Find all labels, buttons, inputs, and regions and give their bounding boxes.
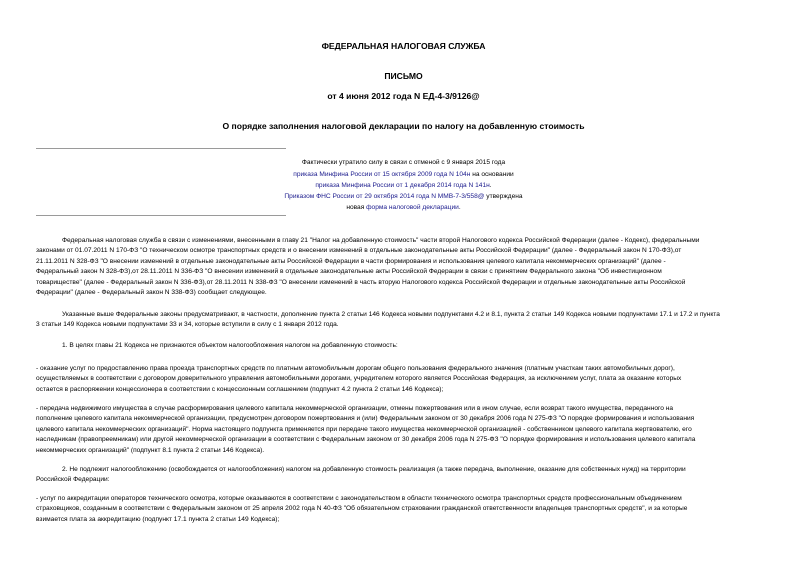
text-line: наследникам (правопреемникам) или другой некоммерческой организации в соответствии с Федеральным законом от 30 декабря 2006 года N 275-ФЗ "О порядке формирования и использования целевого капитала — [36, 436, 696, 444]
paragraph-item-1 — [36, 341, 773, 351]
text-line: - передача недвижимого имущества в случае расформирования целевого капитала некоммерческой организации, отмены пожертвования или в ином случае, если возврат такого имущества, переданного на — [36, 405, 674, 412]
declaration-form-link[interactable]: форма налоговой декларации — [366, 204, 459, 211]
text-line: Федерации" (далее - Федеральный закон N 338-ФЗ) сообщает следующее. — [36, 289, 267, 297]
divider-bottom — [36, 215, 286, 216]
status-note-line: Приказом ФНС России от 29 октября 2014 года N ММВ-7-3/558@ утверждена — [284, 193, 523, 200]
status-note-line: приказа Минфина России от 1 декабря 2014 года N 141н. — [315, 182, 492, 189]
status-note-line: Фактически утратило силу в связи с отменой с 9 января 2015 года — [301, 159, 506, 166]
text-line: 2. Не подлежит налогообложению (освобождается от налогообложения) налогом на добавленную стоимость реализация (а также передача, выполнение, оказание для собственных нужд) на территории — [62, 466, 686, 473]
paragraph-intro — [36, 236, 773, 298]
paragraph-toll-roads — [36, 364, 773, 395]
text-line: 1. В целях главы 21 Кодекса не признаются объектом налогообложения налогом на добавленную стоимость: — [62, 342, 398, 349]
text-line: пополнение целевого капитала некоммерческой организации, предусмотрен договором пожертвования и (или) Федеральным законом от 30 декабря 2006 года N 275-ФЗ "О порядке формирования и использования — [36, 415, 695, 423]
paragraph-accreditation — [36, 494, 773, 525]
agency-title: ФЕДЕРАЛЬНАЯ НАЛОГОВАЯ СЛУЖБА — [321, 41, 486, 51]
paragraph-item-2 — [36, 465, 773, 486]
text-line: Федеральная налоговая служба в связи с изменениями, внесенными в главу 21 "Налог на добавленную стоимость" части второй Налогового кодекса Российской Федерации (далее - Кодекс), федеральными — [62, 237, 700, 244]
text-line: 3 статьи 149 Кодекса новыми подпунктами 33 и 34, которые вступили в силу с 1 января 2012 года. — [36, 321, 339, 329]
text-line: товариществе" (далее - Федеральный закон N 336-ФЗ),от 28.11.2011 N 338-ФЗ "О внесении изменений в часть вторую Налогового кодекса Российской Федерации и отдельные законодательные акты Российской — [36, 278, 686, 286]
text-line: осуществляемых в соответствии с договором доверительного управления автомобильными дорогами, учредителем которого является Российская Федерация, за исключением услуг, плата за оказание которых — [36, 375, 682, 383]
text-line: остается в распоряжении концессионера в соответствии с концессионным соглашением (подпункт 4.2 пункта 2 статьи 146 Кодекса); — [36, 385, 444, 393]
text-line: Федеральный закон N 328-ФЗ),от 28.11.2011 N 336-ФЗ "О внесении изменений в отдельные законодательные акты Российской Федерации в связи с принятием Федерального закона "Об инвестиционном — [36, 268, 662, 276]
text-line: Указанные выше Федеральные законы предусматривают, в частности, дополнение пункта 2 статьи 146 Кодекса новыми подпунктами 4.2 и 8.1, пункта 2 статьи 149 Кодекса новыми подпунктами 17.1 и 17.2 и пункта — [62, 311, 720, 318]
order-link-141n[interactable]: приказа Минфина России от 1 декабря 2014 года N 141н — [315, 182, 490, 189]
order-link-104n[interactable]: приказа Минфина России от 15 октября 2009 года N 104н — [293, 171, 471, 178]
order-link-mmv[interactable]: Приказом ФНС России от 29 октября 2014 года N ММВ-7-3/558@ — [284, 193, 485, 200]
document-type: ПИСЬМО — [384, 71, 423, 81]
text-line: - услуг по аккредитации операторов технического осмотра, которые оказываются в соответствии с законодательством в области технического осмотра транспортных средств профессиональным объединением — [36, 495, 682, 502]
status-note-line: новая форма налоговой декларации. — [346, 204, 461, 211]
document-subject: О порядке заполнения налоговой декларации по налогу на добавленную стоимость — [222, 121, 585, 131]
divider-top — [36, 148, 286, 149]
text-line: страховщиков, созданным в соответствии с Федеральным законом от 25 апреля 2002 года N 40-ФЗ "Об обязательном страховании гражданской ответственности владельцев транспортных средств", и за которые — [36, 505, 688, 513]
text-line: Российской Федерации: — [36, 476, 110, 484]
text-line: - оказание услуг по предоставлению права проезда транспортных средств по платным автомобильным дорогам общего пользования федерального значения (платным участкам таких автомобильных дорог), — [36, 365, 675, 372]
paragraph-amendments — [36, 310, 773, 331]
text-line: 21.11.2011 N 328-ФЗ "О внесении изменений в отдельные законодательные акты Российской Федерации в части формирования и использования целевого капитала некоммерческих организаций" (далее - — [36, 257, 666, 265]
status-note-line: приказа Минфина России от 15 октября 2009 года N 104н на основании — [293, 171, 514, 178]
text-line: законами от 01.07.2011 N 170-ФЗ "О техническом осмотре транспортных средств и о внесении изменений в отдельные законодательные акты Российской Федерации" (далее - Федеральный закон N 170-ФЗ),от — [36, 247, 682, 255]
document-date-number: от 4 июня 2012 года N ЕД-4-3/9126@ — [327, 91, 480, 101]
text-line: взимается плата за аккредитацию (подпункт 17.1 пункта 2 статьи 149 Кодекса); — [36, 515, 280, 523]
paragraph-endowment — [36, 404, 773, 456]
text-line: некоммерческих организаций" (подпункт 8.1 пункта 2 статьи 146 Кодекса). — [36, 446, 265, 454]
text-line: целевого капитала некоммерческих организаций". Норма настоящего подпункта применяется при передаче такого имущества некоммерческой организацией - собственником целевого капитала жертвователю, его — [36, 425, 692, 433]
